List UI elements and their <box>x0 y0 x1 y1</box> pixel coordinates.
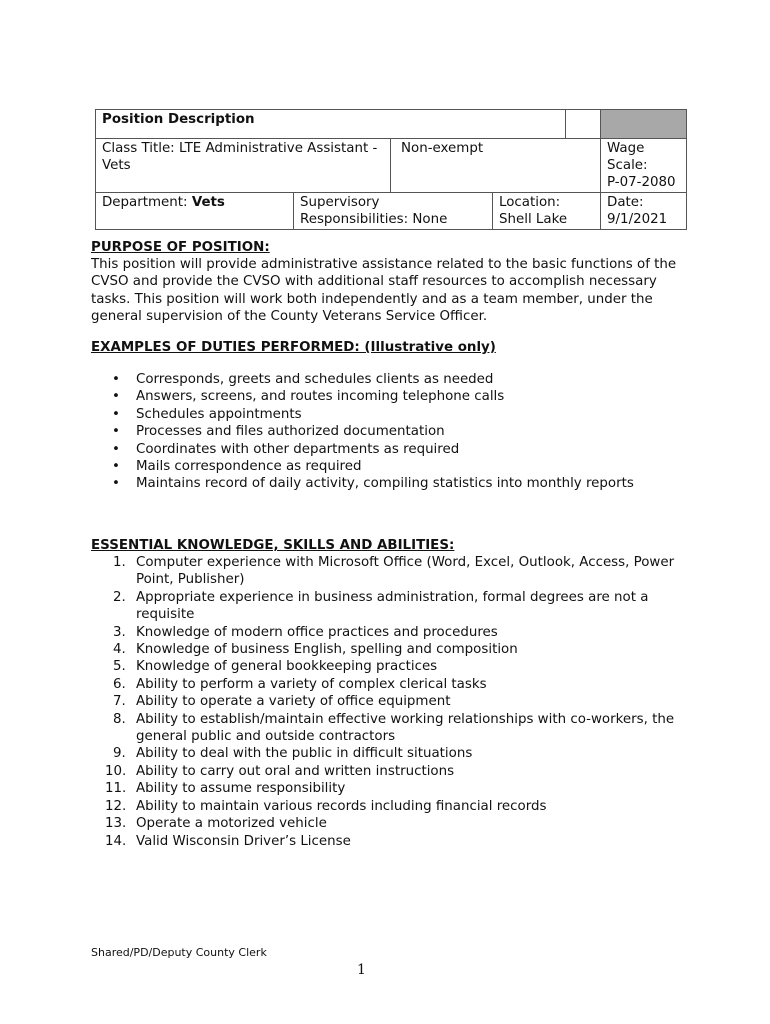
skill-number: 2. <box>113 589 126 605</box>
duty-item <box>91 423 634 440</box>
skill-number: 11. <box>105 781 127 797</box>
skill-number: 8. <box>113 711 126 727</box>
skill-item <box>91 658 691 675</box>
shaded-cell <box>601 110 687 139</box>
duty-text: Schedules appointments <box>136 406 302 422</box>
skill-item <box>91 763 691 780</box>
duty-text: Mails correspondence as required <box>136 458 362 474</box>
bullet-icon: • <box>112 458 120 474</box>
purpose-heading: PURPOSE OF POSITION: <box>91 240 270 255</box>
skill-text: Operate a motorized vehicle <box>136 816 327 832</box>
skill-item <box>91 624 691 641</box>
purpose-text: This position will provide administrative assistance related to the basic functions of the CVSO and provide the CVSO with additional staff resources to accomplish necessary tasks. This position will work both independently and as a team member, under the general supervision of the County Veterans Service Officer. <box>91 257 677 325</box>
table-title: Position Description <box>96 110 566 139</box>
skill-number: 1. <box>113 555 126 570</box>
bullet-icon: • <box>112 372 120 387</box>
skills-list <box>91 554 691 850</box>
skill-text: Ability to assume responsibility <box>136 781 346 797</box>
duty-text: Processes and files authorized documentation <box>136 424 445 440</box>
skill-number: 12. <box>105 798 127 814</box>
skill-text: Ability to maintain various records including financial records <box>136 798 547 814</box>
skill-item <box>91 798 691 815</box>
skills-heading: ESSENTIAL KNOWLEDGE, SKILLS AND ABILITIES: <box>91 538 455 553</box>
duty-item <box>91 475 634 492</box>
skill-number: 7. <box>113 694 126 710</box>
department-cell: Department: Vets <box>96 193 294 230</box>
skill-text: Knowledge of modern office practices and procedures <box>136 624 498 640</box>
skill-number: 6. <box>113 676 126 692</box>
footer-path: Shared/PD/Deputy County Clerk <box>91 946 267 959</box>
skill-number: 10. <box>105 763 127 779</box>
skill-number: 4. <box>113 642 126 658</box>
bullet-icon: • <box>112 441 120 457</box>
duty-text: Maintains record of daily activity, compiling statistics into monthly reports <box>136 476 634 492</box>
skill-number: 5. <box>113 659 126 675</box>
skill-item <box>91 589 691 624</box>
skill-item <box>91 693 691 710</box>
class-title-cell: Class Title: LTE Administrative Assistant - Vets <box>96 139 391 193</box>
skill-text: Ability to carry out oral and written instructions <box>136 763 455 779</box>
skill-number: 13. <box>105 816 127 832</box>
skill-text: Ability to establish/maintain effective working relationships with co-workers, the general public and outside contractors <box>136 711 675 745</box>
skill-item <box>91 641 691 658</box>
skill-number: 3. <box>113 624 126 640</box>
skill-number: 9. <box>113 746 126 762</box>
wage-scale-cell: Wage Scale: P-07-2080 <box>601 139 687 193</box>
duty-item <box>91 441 634 458</box>
bullet-icon: • <box>112 476 120 492</box>
skill-text: Computer experience with Microsoft Office (Word, Excel, Outlook, Access, Power Point, Publisher) <box>136 555 675 588</box>
skill-text: Knowledge of general bookkeeping practices <box>136 659 438 675</box>
skill-item <box>91 815 691 832</box>
duties-list <box>91 371 634 493</box>
skill-item <box>91 833 691 850</box>
duty-item <box>91 458 634 475</box>
duty-text: Answers, screens, and routes incoming telephone calls <box>136 389 505 405</box>
location-cell: Location: Shell Lake <box>493 193 601 230</box>
bullet-icon: • <box>112 389 120 405</box>
skill-text: Appropriate experience in business administration, formal degrees are not a requisite <box>136 589 649 623</box>
skill-item <box>91 676 691 693</box>
flsa-status-cell: Non-exempt <box>391 139 601 193</box>
skill-item <box>91 554 691 589</box>
bullet-icon: • <box>112 406 120 422</box>
skill-text: Valid Wisconsin Driver’s License <box>136 833 351 849</box>
skill-text: Ability to operate a variety of office equipment <box>136 694 451 710</box>
position-description-table <box>95 109 687 230</box>
skill-number: 14. <box>105 833 127 849</box>
skill-text: Ability to deal with the public in difficult situations <box>136 746 473 762</box>
duty-item <box>91 388 634 405</box>
date-cell: Date: 9/1/2021 <box>601 193 687 230</box>
skill-item <box>91 711 691 746</box>
skill-item <box>91 780 691 797</box>
duty-item <box>91 406 634 423</box>
duties-heading: EXAMPLES OF DUTIES PERFORMED: (Illustrative only) <box>91 340 496 355</box>
skill-item <box>91 745 691 762</box>
skill-text: Knowledge of business English, spelling and composition <box>136 642 518 658</box>
skill-text: Ability to perform a variety of complex clerical tasks <box>136 676 487 692</box>
page-number: 1 <box>357 962 366 978</box>
duty-text: Coordinates with other departments as required <box>136 441 460 457</box>
bullet-icon: • <box>112 424 120 440</box>
duty-item <box>91 371 634 388</box>
supervisory-cell: Supervisory Responsibilities: None <box>294 193 493 230</box>
duty-text: Corresponds, greets and schedules clients as needed <box>136 372 494 387</box>
